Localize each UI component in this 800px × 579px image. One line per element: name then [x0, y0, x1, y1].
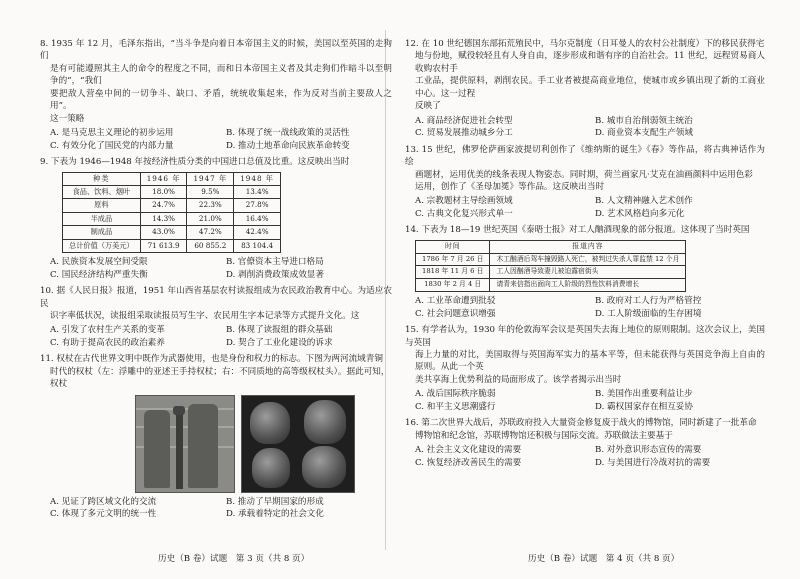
- q9-options: [40, 256, 392, 281]
- q13-options: [405, 195, 765, 220]
- table-cell: 16.4%: [234, 212, 281, 225]
- q10-line: 10. 据《人民日报》报道，1951 年山西省基层农村读报组成为农民政治教育中心。为适应农民: [40, 286, 392, 309]
- q9-option-c[interactable]: C. 国民经济结构严重失衡: [50, 269, 148, 280]
- q11-option-b[interactable]: B. 推动了早期国家的形成: [226, 496, 324, 507]
- q15-line: 15. 有学者认为，1930 年的伦敦海军会议是英国失去海上地位的原则限制。这次会议上，美国与英国: [405, 325, 765, 348]
- q16-option-a[interactable]: A. 社会主义文化建设的需要: [415, 445, 522, 456]
- q16-option-c[interactable]: C. 恢复经济改善民生的需要: [415, 457, 522, 468]
- q8-option-b[interactable]: B. 体现了统一战线政策的灵活性: [226, 128, 350, 139]
- q16-line: 16. 第二次世界大战后，苏联政府投入大量资金修复废于战火的博物馆，同时新建了一批革命: [405, 418, 757, 429]
- table-cell: 83 104.4: [234, 239, 281, 252]
- q14-option-d[interactable]: D. 工人阶级面临的生存困境: [595, 308, 702, 319]
- table-cell: 1818 年 11 月 6 日: [416, 266, 490, 279]
- q15-line: 美共享海上优势利益的局面形成了。该学者揭示出当时: [415, 374, 622, 385]
- left-page-column: [40, 38, 392, 525]
- q11-option-c[interactable]: C. 体现了多元文明的统一性: [50, 509, 157, 520]
- q13-option-c[interactable]: C. 古典文化复兴形式单一: [415, 208, 513, 219]
- mace-heads-image: [241, 395, 355, 493]
- table-cell: 21.0%: [187, 212, 234, 225]
- q11-options: [40, 496, 392, 521]
- table-row: [416, 266, 686, 279]
- table-cell: 制成品: [63, 226, 141, 239]
- q15-option-b[interactable]: B. 美国作出重要利益让步: [595, 389, 693, 400]
- table-row: [416, 253, 686, 266]
- table-cell: 14.3%: [140, 212, 187, 225]
- q8-option-c[interactable]: C. 有效分化了国民党的内部力量: [50, 140, 174, 151]
- q14-option-c[interactable]: C. 社会问题意识增强: [415, 308, 496, 319]
- q12-line: 反映了: [415, 101, 441, 112]
- q13-line: 运用，创作了《圣母加冕》等作品。这反映出当时: [415, 181, 605, 192]
- q11-option-a[interactable]: A. 见证了跨区域文化的交流: [50, 496, 157, 507]
- q12-option-b[interactable]: B. 城市自治削弱领主统治: [595, 115, 693, 126]
- table-cell: 总计价值（万美元）: [63, 239, 141, 252]
- question-13: [405, 144, 765, 221]
- right-page-column: [405, 38, 765, 473]
- table-cell: 47.2%: [187, 226, 234, 239]
- q13-line: 13. 15 世纪，佛罗伦萨画家波提切利创作了《维纳斯的诞生》《春》等作品，将古典神话作为绘: [405, 144, 765, 168]
- table-header-cell: 1948 年: [234, 172, 281, 185]
- q8-options: [40, 127, 392, 152]
- page-footer-left: 历史（B 卷）试题 第 3 页（共 8 页）: [158, 554, 310, 564]
- q10-option-c[interactable]: C. 有助于提高农民的政治素养: [50, 337, 165, 348]
- q15-line: 海上力量的对比，美国取得与英国海军实力的基本平等，但未能获得与英国竞争海上自由的原则。从此一个英: [415, 349, 765, 373]
- table-header-cell: 1947 年: [187, 172, 234, 185]
- q10-options: [40, 324, 392, 349]
- q9-option-b[interactable]: B. 官僚资本主导进口格局: [226, 257, 324, 268]
- q10-option-a[interactable]: A. 引发了农村生产关系的变革: [50, 325, 165, 336]
- q11-option-d[interactable]: D. 承载着特定的社会文化: [226, 509, 324, 520]
- table-cell: 请青来信指出面向工人阶级的烈性饮料消费增长: [490, 279, 686, 292]
- q8-option-a[interactable]: A. 是马克思主义理论的初步运用: [50, 128, 174, 139]
- q12-options: [405, 115, 765, 140]
- q10-option-b[interactable]: B. 体现了读报组的群众基础: [226, 325, 333, 336]
- table-row: [63, 239, 281, 252]
- q10-option-d[interactable]: D. 契合了工业化建设的诉求: [226, 337, 333, 348]
- q11-line: 权杖: [50, 379, 68, 390]
- question-14: [405, 224, 765, 320]
- assyrian-relief-image: [135, 395, 235, 493]
- question-10: [40, 285, 392, 349]
- table-cell: 1786 年 7 月 26 日: [416, 253, 490, 266]
- table-cell: 43.0%: [140, 226, 187, 239]
- q15-option-c[interactable]: C. 和平主义思潮盛行: [415, 401, 496, 412]
- q16-option-b[interactable]: B. 对外意识形态宣传的需要: [595, 445, 702, 456]
- table-cell: 24.7%: [140, 199, 187, 212]
- table-cell: 食品、饮料、烟叶: [63, 185, 141, 198]
- table-cell: 木工酗酒后驾车撞毁路人死亡，被判过失杀人罪监禁 12 个月: [490, 253, 686, 266]
- q15-options: [405, 388, 765, 413]
- table-cell: 22.3%: [187, 199, 234, 212]
- q12-option-a[interactable]: A. 商品经济促进社会转型: [415, 115, 513, 126]
- table-cell: 42.4%: [234, 226, 281, 239]
- q12-line: 地与份地，赋役较轻且有人身自由，逐步形成和谐有序的自治社会。11 世纪，远程贸易商人收购农村手: [415, 51, 765, 74]
- table-header-cell: 时间: [416, 240, 490, 253]
- q11-line: 11. 权杖在古代世界文明中既作为武器使用，也是身份和权力的标志。下图为两河流域青铜: [40, 354, 383, 365]
- q14-option-a[interactable]: A. 工业革命遭到批驳: [415, 296, 496, 307]
- q9-import-table: [62, 172, 281, 254]
- table-cell: 60 855.2: [187, 239, 234, 252]
- table-row: [63, 212, 281, 225]
- table-cell: 27.8%: [234, 199, 281, 212]
- question-11: [40, 353, 392, 520]
- table-header-cell: 1946 年: [140, 172, 187, 185]
- q12-line: 工业品，提供原料，剥削农民。手工业者被提高商业地位，使城市或乡镇出现了新的工商业中心。这一过程: [415, 76, 765, 99]
- question-12: [405, 38, 765, 140]
- q11-line: 时代的权杖（左：浮雕中的亚述王手持权杖；右：不同质地的高等级权杖头）。据此可知，: [50, 366, 390, 377]
- table-header-row: [416, 240, 686, 253]
- q13-option-d[interactable]: D. 艺术风格趋向多元化: [595, 208, 685, 219]
- table-header-cell: 报道内容: [490, 240, 686, 253]
- table-row: [63, 226, 281, 239]
- q9-line: 9. 下表为 1946—1948 年按经济性质分类的中国进口总值及比重。这反映出当时: [40, 157, 350, 168]
- q13-option-b[interactable]: B. 人文精神融入艺术创作: [595, 196, 693, 207]
- q8-line: 是有可能遵照其主人的命令的程度之不同，而和日本帝国主义者及其走狗们作暗斗以至明争的”，“我们: [50, 63, 392, 87]
- table-cell: 18.0%: [140, 185, 187, 198]
- table-header-cell: 种类: [63, 172, 141, 185]
- table-cell: 71 613.9: [140, 239, 187, 252]
- q13-line: 画题材，运用优美的线条表现人物姿态。同时期，荷兰画家凡·艾克在油画颜料中运用色彩: [415, 169, 753, 180]
- table-row: [63, 185, 281, 198]
- page-footer-right: 历史（B 卷）试题 第 4 页（共 8 页）: [528, 554, 680, 564]
- table-cell: 13.4%: [234, 185, 281, 198]
- question-9: [40, 156, 392, 281]
- q10-line: 识字率低状况，读报组采取读报员写生字、农民用生字本记录等方式提升文化。这: [50, 310, 360, 321]
- q12-option-c[interactable]: C. 贸易发展推动城乡分工: [415, 128, 513, 139]
- q14-option-b[interactable]: B. 政府对工人行为严格管控: [595, 296, 702, 307]
- q8-option-d[interactable]: D. 推动土地革命向民族革命转变: [226, 140, 350, 151]
- q16-option-d[interactable]: D. 与美国进行冷战对抗的需要: [595, 457, 711, 468]
- q13-option-a[interactable]: A. 宗教题材主导绘画领域: [415, 196, 513, 207]
- q12-line: 12. 在 10 世纪德国东部拓荒殖民中，马尔克制度（日耳曼人的农村公社制度）下的移民获得宅: [405, 39, 765, 49]
- question-16: [405, 417, 765, 469]
- q9-option-d[interactable]: D. 剥削消费政策成效显著: [226, 269, 324, 280]
- table-row: [63, 199, 281, 212]
- question-8: [40, 38, 392, 152]
- q14-options: [405, 295, 765, 320]
- table-cell: 9.5%: [187, 185, 234, 198]
- q9-option-a[interactable]: A. 民族资本发展空间受限: [50, 257, 148, 268]
- q15-option-a[interactable]: A. 战后国际秩序脆弱: [415, 389, 496, 400]
- table-cell: 1830 年 2 月 4 日: [416, 279, 490, 292]
- q8-line: 8. 1935 年 12 月，毛泽东指出，“当斗争是向着日本帝国主义的时候，美国以至英国的走狗们: [40, 39, 392, 62]
- q14-line: 14. 下表为 18—19 世纪英国《泰晤士报》对工人酗酒现象的部分报道。这体现了当时英国: [405, 225, 750, 236]
- table-header-row: [63, 172, 281, 185]
- table-cell: 工人因酗酒导致妻儿被迫露宿街头: [490, 266, 686, 279]
- q16-line: 博物馆和纪念馆，苏联博物馆还积极与国际交流。苏联做法主要基于: [415, 430, 673, 441]
- table-row: [416, 279, 686, 292]
- q15-option-d[interactable]: D. 霸权国家存在相互妥协: [595, 401, 693, 412]
- q14-report-table: [415, 240, 686, 292]
- q8-line: 这一策略: [50, 113, 85, 124]
- q16-options: [405, 444, 765, 469]
- q8-line: 要把敌人营垒中间的一切争斗、缺口、矛盾，统统收集起来，作为反对当前主要敌人之用”。: [50, 88, 392, 112]
- table-cell: 半成品: [63, 212, 141, 225]
- question-15: [405, 324, 765, 413]
- q12-option-d[interactable]: D. 商业资本支配生产领域: [595, 128, 693, 139]
- table-cell: 原料: [63, 199, 141, 212]
- q11-images: [135, 395, 392, 493]
